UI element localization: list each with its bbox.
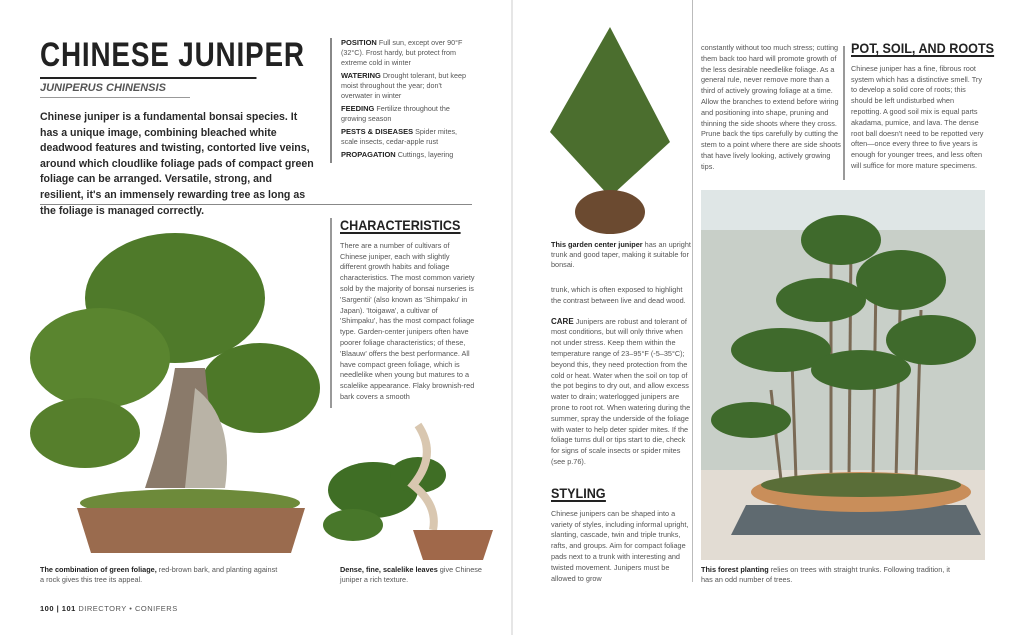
caption-forest-planting: This forest planting relies on trees with straight trunks. Following tradition, it has an odd number of trees. — [701, 565, 950, 584]
pot-heading: POT, SOIL, AND ROOTS — [851, 40, 995, 56]
continued-text: trunk, which is often exposed to highlight the contrast between live and dead wood. — [551, 285, 686, 305]
care-section — [551, 285, 691, 468]
intro-paragraph: Chinese juniper is a fundamental bonsai species. It has a unique image, combining bleached white deadwood features and twisting, contorted live veins, around which cloudlike foliage pads of compact green foliage can be arranged. Versatile, strong, and resilient, it's an immensely rewarding tree as long as the foliage is managed correctly. — [40, 111, 314, 217]
caption-garden-juniper: This garden center juniper has an upright trunk and good taper, making it suitable for bonsai. — [551, 240, 691, 269]
column-rule — [843, 46, 845, 180]
characteristics-section — [340, 217, 475, 403]
info-box — [330, 38, 472, 163]
styling-heading: STYLING — [551, 485, 606, 501]
info-pests: PESTS & DISEASES Spider mites, scale insects, cedar-apple rust — [341, 127, 458, 146]
divider — [40, 204, 472, 205]
column-rule — [330, 218, 332, 408]
caption-small-bonsai: Dense, fine, scalelike leaves give Chinese juniper a rich texture. — [340, 565, 482, 584]
characteristics-heading: CHARACTERISTICS — [340, 217, 461, 233]
pot-text: Chinese juniper has a fine, fibrous root system which has a distinctive smell. Try to develop a solid core of roots; this should be left undisturbed when repotting. A good soil mix is equal parts akadama, pumice, and lava. The dense root ball doesn't need to be repotted very often—once every three to five years is enough for younger trees, and less often will suffice for more mature specimens. — [851, 63, 984, 170]
pot-section — [851, 40, 995, 172]
styling-text: Chinese junipers can be shaped into a variety of styles, including informal upright, slanting, cascade, twin and triple trunks, rafts, and groups. Aim for compact foliage pads next to a trunk with interesting and twisted movement. Junipers must be allowed to grow — [551, 508, 689, 583]
column-rule — [692, 0, 693, 582]
latin-name: JUNIPERUS CHINENSIS — [40, 82, 190, 98]
styling-section — [551, 485, 691, 584]
info-feeding: FEEDING Fertilize throughout the growing season — [341, 104, 450, 123]
page-title: CHINESE JUNIPER — [40, 36, 256, 79]
small-bonsai-photo — [318, 415, 498, 563]
bonsai-rock-planting-photo — [25, 218, 325, 560]
garden-center-juniper-photo — [530, 22, 690, 237]
info-watering: WATERING Drought tolerant, but keep moist throughout the year; don't overwater in winter — [341, 71, 466, 100]
forest-planting-photo — [701, 190, 985, 560]
book-spine — [511, 0, 513, 635]
info-propagation: PROPAGATION Cuttings, layering — [341, 150, 454, 159]
care-text: CARE Junipers are robust and tolerant of most conditions, but will only thrive when not under stress. Keep them within the temperature range of 23–95°F (-5–35°C); beyond this, they need protection from the cold or heat. Water when the soil on top of the pot begins to dry out, and allow excess water to drain; waterlogged junipers are prone to root rot. When watering during the summer, spray the underside of the foliage with water to help deter spider mites. If the foliage turns dull or tips start to die, check for signs of scale insects or spider mites (see p.76). — [551, 316, 691, 466]
characteristics-text: There are a number of cultivars of Chinese juniper, each with slightly different growth habits and foliage characteristics. The most common variety sold by the majority of bonsai nurseries is 'Sargentii' (also known as 'Shimpaku' in Japan). 'Itoigawa', a cultivar of 'Shimpaku', has the most compact foliage type. Garden-center junipers often have poorer foliage characteristics; of these, 'Blaauw' offers the best performance. All have compact green foliage, which is needlelike when young but matures to a scalelike appearance. Flaky brownish-red bark covers a smooth — [340, 240, 475, 401]
page-footer: 100 | 101 DIRECTORY • CONIFERS — [40, 604, 178, 613]
info-position: POSITION Full sun, except over 90°F (32°C). Frost hardy, but protect from extreme cold in winter — [341, 38, 463, 67]
styling-continued: constantly without too much stress; cutting them back too hard will promote growth of the less desirable needlelike foliage. As a general rule, never remove more than a third of actively growing foliage at a time. Allow the branches to extend before wiring and positioning into shape, pruning and thinning the side shoots where they cross. Prune back the tips carefully by cutting the stem to a point where there are side shoots that have lively looking, actively growing tips. — [701, 43, 841, 171]
caption-big-bonsai: The combination of green foliage, red-brown bark, and planting against a rock gives this tree its appeal. — [40, 565, 278, 584]
